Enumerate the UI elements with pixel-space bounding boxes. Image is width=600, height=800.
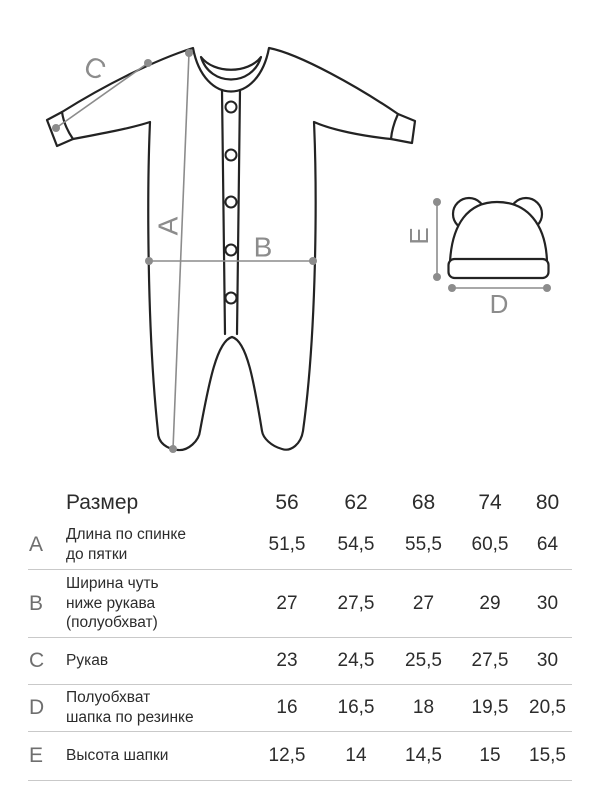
value-cell: 30 bbox=[536, 650, 559, 671]
table-header-row bbox=[28, 486, 572, 520]
label-a: A bbox=[152, 216, 184, 236]
size-80: 80 bbox=[535, 491, 560, 514]
value-cell: 27,5 bbox=[337, 592, 375, 614]
size-68: 68 bbox=[411, 491, 436, 514]
size-table bbox=[28, 486, 572, 781]
label-c: C bbox=[79, 49, 111, 87]
value-cell: 27 bbox=[276, 592, 298, 614]
value-cell: 12,5 bbox=[268, 745, 306, 766]
measure-dot bbox=[185, 49, 193, 57]
measure-name-line: шапка по резинке bbox=[66, 709, 194, 726]
size-62: 62 bbox=[344, 491, 368, 514]
table-row-e bbox=[28, 732, 572, 781]
measure-name-line: ниже рукава bbox=[66, 594, 156, 612]
measure-dot bbox=[543, 284, 551, 292]
measure-name bbox=[66, 525, 252, 564]
measure-dot bbox=[309, 257, 317, 265]
value-cell: 14,5 bbox=[405, 745, 442, 766]
value-cell: 27 bbox=[412, 592, 435, 614]
value-cell: 25,5 bbox=[405, 650, 442, 671]
measure-name bbox=[66, 746, 252, 766]
measure-name-line: Полуобхват bbox=[66, 689, 151, 707]
value-cell: 60,5 bbox=[471, 533, 509, 555]
measure-dot bbox=[145, 257, 153, 265]
snap-button bbox=[226, 245, 237, 256]
value-cell: 15,5 bbox=[529, 745, 566, 766]
hat-drawing bbox=[449, 198, 549, 278]
value-cell: 14 bbox=[345, 745, 367, 766]
value-cell: 16 bbox=[276, 697, 298, 718]
value-cell: 30 bbox=[536, 592, 559, 614]
measure-name bbox=[66, 651, 252, 671]
measure-letter: D bbox=[29, 696, 45, 719]
value-cell: 19,5 bbox=[471, 697, 509, 718]
hat-brim bbox=[449, 259, 549, 278]
snap-button bbox=[226, 102, 237, 113]
size-74: 74 bbox=[478, 491, 502, 514]
value-cell: 23 bbox=[276, 650, 298, 671]
value-cell: 29 bbox=[479, 592, 501, 614]
value-cell: 64 bbox=[536, 533, 559, 555]
sleepsuit-drawing bbox=[47, 48, 415, 450]
measure-name-line: Ширина чуть bbox=[66, 575, 159, 593]
label-d: D bbox=[489, 289, 509, 319]
value-cell: 27,5 bbox=[471, 650, 509, 671]
measure-name bbox=[66, 688, 252, 727]
measure-name-line: Высота шапки bbox=[66, 747, 169, 765]
measure-dot bbox=[144, 59, 152, 67]
table-row-a bbox=[28, 520, 572, 570]
table-row-b bbox=[28, 570, 572, 638]
snap-button bbox=[226, 197, 237, 208]
measure-letter: E bbox=[29, 744, 44, 767]
measure-dot bbox=[433, 198, 441, 206]
measure-name-line: Длина по спинке bbox=[66, 525, 186, 543]
value-cell: 20,5 bbox=[529, 697, 566, 718]
measure-dot bbox=[433, 273, 441, 281]
measure-name-line: (полуобхват) bbox=[66, 614, 158, 632]
value-cell: 15 bbox=[479, 745, 501, 766]
label-e: E bbox=[404, 227, 434, 245]
measure-letter: C bbox=[29, 649, 45, 672]
table-row-d bbox=[28, 685, 572, 732]
measure-letter: B bbox=[29, 591, 44, 615]
value-cell: 51,5 bbox=[268, 533, 306, 555]
snap-button bbox=[226, 293, 237, 304]
measure-dot bbox=[52, 124, 60, 132]
value-cell: 18 bbox=[412, 697, 435, 718]
measure-name-line: Рукав bbox=[66, 652, 109, 670]
measure-dot bbox=[169, 445, 177, 453]
measure-dot bbox=[448, 284, 456, 292]
snap-button bbox=[226, 150, 237, 161]
table-row-c bbox=[28, 638, 572, 685]
value-cell: 54,5 bbox=[337, 533, 375, 555]
value-cell: 16,5 bbox=[337, 697, 375, 718]
value-cell: 24,5 bbox=[337, 650, 375, 671]
measure-name bbox=[66, 574, 252, 633]
collar-crescent bbox=[201, 57, 261, 80]
measure-letter: A bbox=[29, 532, 44, 556]
measure-name-line: до пятки bbox=[66, 545, 128, 563]
label-b: B bbox=[253, 231, 273, 263]
size-header-label: Размер bbox=[66, 491, 139, 514]
value-cell: 55,5 bbox=[405, 533, 442, 555]
size-56: 56 bbox=[275, 491, 299, 514]
